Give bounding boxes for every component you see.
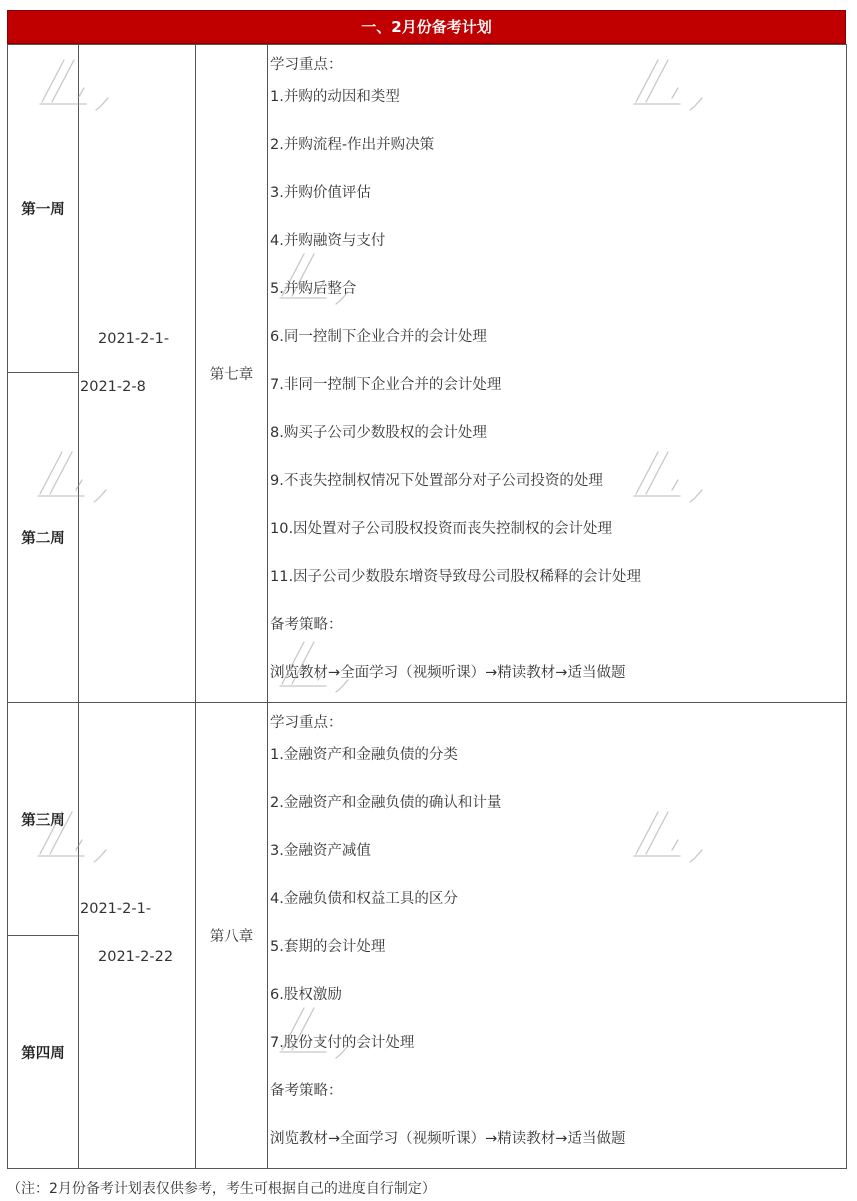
- study-item: 4.金融负债和权益工具的区分: [270, 891, 458, 907]
- strategy-text: 浏览教材→全面学习（视频听课）→精读教材→适当做题: [270, 1131, 626, 1147]
- study-item: 9.不丧失控制权情况下处置部分对子公司投资的处理: [270, 473, 603, 489]
- study-item: 8.购买子公司少数股权的会计处理: [270, 425, 487, 441]
- watermark-icon: [632, 810, 712, 870]
- study-item: 10.因处置对子公司股权投资而丧失控制权的会计处理: [270, 521, 613, 537]
- date-range: [79, 45, 196, 703]
- study-item: 5.套期的会计处理: [270, 939, 386, 955]
- date-range: [79, 703, 196, 1169]
- footnote: （注：2月份备考计划表仅供参考，考生可根据自己的进度自行制定）: [7, 1181, 436, 1197]
- study-item: 1.并购的动因和类型: [270, 89, 400, 105]
- focus-label: 学习重点：: [270, 57, 343, 73]
- study-content: [268, 703, 847, 1169]
- watermark-icon: [278, 1006, 358, 1066]
- study-item: 6.股权激励: [270, 987, 342, 1003]
- date-end: 2021-2-8: [80, 379, 146, 395]
- study-item: 1.金融资产和金融负债的分类: [270, 747, 458, 763]
- date-start: 2021-2-1-: [98, 331, 170, 347]
- focus-label: 学习重点：: [270, 715, 343, 731]
- study-item: 3.金融资产减值: [270, 843, 371, 859]
- date-start: 2021-2-1-: [80, 901, 152, 917]
- study-item: 11.因子公司少数股东增资导致母公司股权稀释的会计处理: [270, 569, 642, 585]
- study-item: 6.同一控制下企业合并的会计处理: [270, 329, 487, 345]
- strategy-label: 备考策略：: [270, 617, 343, 633]
- week-label: 第三周: [8, 703, 79, 936]
- strategy-text: 浏览教材→全面学习（视频听课）→精读教材→适当做题: [270, 665, 626, 681]
- plan-row: [8, 45, 847, 373]
- study-item: 5.并购后整合: [270, 281, 357, 297]
- watermark-icon: [632, 58, 712, 118]
- watermark-icon: [36, 810, 116, 870]
- watermark-icon: [632, 450, 712, 510]
- study-item: 3.并购价值评估: [270, 185, 371, 201]
- date-end: 2021-2-22: [98, 949, 174, 965]
- week-label: 第四周: [8, 936, 79, 1169]
- plan-title: 一、2月份备考计划: [7, 10, 846, 44]
- study-item: 4.并购融资与支付: [270, 233, 386, 249]
- chapter-label: 第七章: [196, 45, 268, 703]
- week-label: 第一周: [8, 45, 79, 373]
- plan-table: [7, 44, 847, 1169]
- study-item: 2.并购流程-作出并购决策: [270, 137, 435, 153]
- watermark-icon: [278, 252, 358, 312]
- watermark-icon: [36, 450, 116, 510]
- week-label: 第二周: [8, 373, 79, 703]
- study-item: 2.金融资产和金融负债的确认和计量: [270, 795, 502, 811]
- study-item: 7.非同一控制下企业合并的会计处理: [270, 377, 502, 393]
- study-content: [268, 45, 847, 703]
- chapter-label: 第八章: [196, 703, 268, 1169]
- watermark-icon: [38, 58, 118, 118]
- study-item: 7.股份支付的会计处理: [270, 1035, 415, 1051]
- plan-row: [8, 703, 847, 936]
- watermark-icon: [278, 640, 358, 700]
- strategy-label: 备考策略：: [270, 1083, 343, 1099]
